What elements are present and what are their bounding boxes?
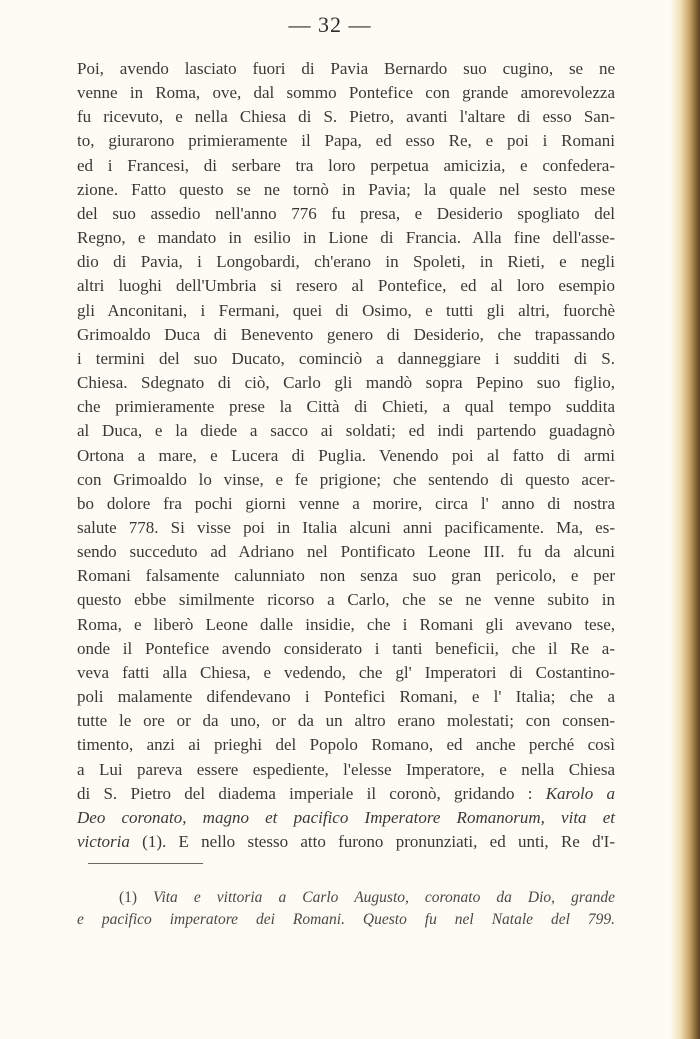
text-line: Ortona a mare, e Lucera di Puglia. Venendo poi al fatto di armi [77,445,615,465]
text-line: i termini del suo Ducato, cominciò a danneggiare i sudditi di S. [77,348,615,368]
text-line: a Lui pareva essere espediente, l'elesse Imperatore, e nella Chiesa [77,759,615,779]
text-line: veva fatti alla Chiesa, e vedendo, che gl' Imperatori di Costantino- [77,662,615,682]
latin-acclamation: victoria [77,832,130,851]
text-line: Regno, e mandato in esilio in Lione di Francia. Alla fine dell'asse- [77,228,615,248]
text-line: poli malamente difendevano i Pontefici Romani, e l' Italia; che a [77,687,615,707]
text-line: tutte le ore or da uno, or da un altro erano molestati; con consen- [77,711,615,731]
footnote [77,887,615,931]
roman-text: (1). E nello stesso atto furono pronunziati, ed unti, Re d'I- [142,832,616,851]
text-line: Chiesa. Sdegnato di ciò, Carlo gli mandò sopra Pepino suo figlio, [77,373,615,393]
text-line: ed i Francesi, di serbare tra loro perpetua amicizia, e confedera- [77,155,615,175]
text-line: con Grimoaldo lo vinse, e fe prigione; che sentendo di questo acer- [77,469,615,489]
text-line: Poi, avendo lasciato fuori di Pavia Bernardo suo cugino, se ne [77,59,615,78]
page-number: — 32 — [288,12,372,37]
text-line: Roma, e liberò Leone dalle insidie, che i Romani gli avevano tese, [77,614,615,634]
text-line: dio di Pavia, i Longobardi, ch'erano in Spoleti, in Rieti, e negli [77,252,615,272]
text-line: zione. Fatto questo se ne tornò in Pavia; la quale nel sesto mese [77,179,615,199]
footnote-marker: (1) [119,889,138,906]
text-line-italic [77,806,615,830]
text-line-mixed [77,782,615,806]
text-line: sendo succeduto ad Adriano nel Pontificato Leone III. fu da alcuni [77,542,615,562]
latin-acclamation: Deo coronato, magno et pacifico Imperatore Romanorum, vita et [77,807,615,827]
text-line: venne in Roma, ove, dal sommo Pontefice con grande amorevolezza [77,83,615,103]
text-line: che primieramente prese la Città di Chieti, a qual tempo suddita [77,397,615,417]
text-line: Romani falsamente calunniato non senza suo gran pericolo, e per [77,566,615,586]
latin-acclamation: Karolo a [545,783,616,803]
text-line: gli Anconitani, i Fermani, quei di Osimo, e tutti gli altri, fuorchè [77,300,615,320]
roman-text: di S. Pietro del diadema imperiale il coronò, gridando : [77,783,533,803]
text-line-mixed [77,830,615,854]
text-line: onde il Pontefice avendo considerato i tanti beneficii, che il Re a- [77,638,615,658]
text-line: bo dolore fra pochi giorni venne a morire, circa l' anno di nostra [77,493,615,513]
text-line: del suo assedio nell'anno 776 fu presa, e Desiderio spogliato del [77,203,615,223]
footnote-separator [88,863,203,864]
body-text [77,57,615,854]
text-line: questo ebbe similmente ricorso a Carlo, che se ne venne subito in [77,590,615,610]
footnote-line: e pacifico imperatore dei Romani. Questo fu nel Natale del 799. [77,911,615,928]
text-line: fu ricevuto, e nella Chiesa di S. Pietro, avanti l'altare di esso San- [77,107,615,127]
text-line: timento, anzi ai prieghi del Popolo Romano, ed anche perché così [77,735,615,755]
text-line: Grimoaldo Duca di Benevento genero di Desiderio, che trapassando [77,324,615,344]
footnote-text: Vita e vittoria a Carlo Augusto, coronato da Dio, grande [153,889,615,906]
text-line: salute 778. Si visse poi in Italia alcuni anni pacificamente. Ma, es- [77,517,615,537]
footnote-line [77,887,615,909]
text-line: altri luoghi dell'Umbria si resero al Pontefice, ed al loro esempio [77,276,615,296]
page-edge-shadow [670,0,700,1039]
text-line: to, giurarono primieramente il Papa, ed esso Re, e poi i Romani [77,131,615,151]
text-line: al Duca, e la diede a sacco ai soldati; ed indi partendo guadagnò [77,421,615,441]
